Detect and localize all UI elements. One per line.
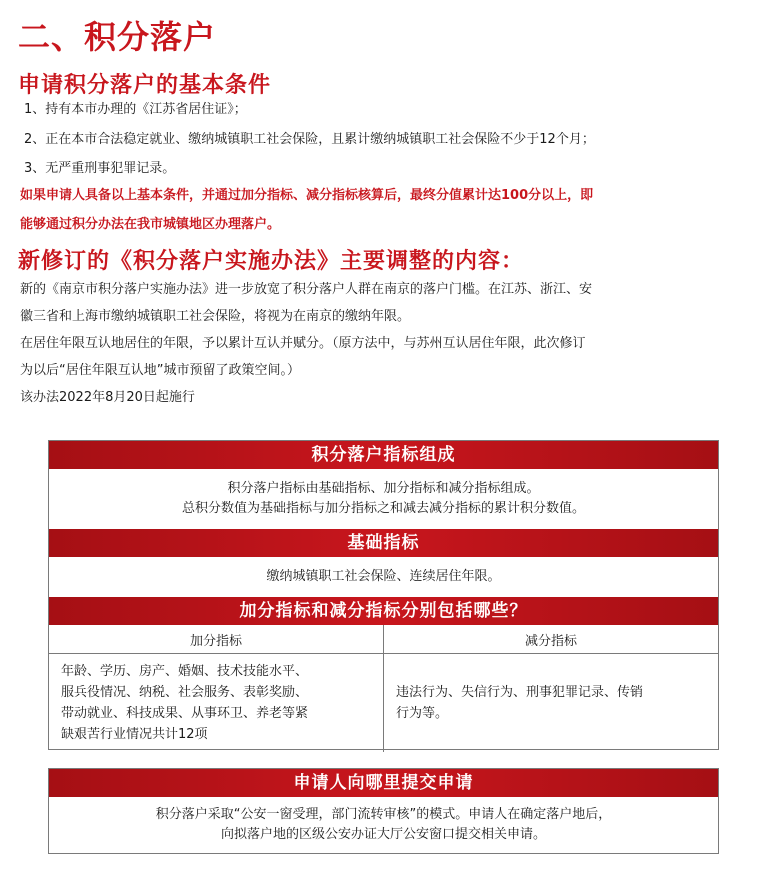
indicator-panel (48, 440, 719, 750)
indicator-composition-body (49, 469, 718, 529)
basic-indicator-text: 缴纳城镇职工社会保险、连续居住年限。 (266, 569, 501, 584)
page-title: 二、积分落户 (18, 18, 217, 56)
add-indicator-line: 缺艰苦行业情况共计12项 (61, 726, 208, 742)
basic-indicator-body (49, 557, 718, 597)
indicator-composition-line-1: 积分落户指标由基础指标、加分指标和减分指标组成。 (227, 481, 540, 496)
application-body (49, 797, 718, 853)
sub-indicator-cell (384, 654, 719, 752)
sub-indicator-line: 违法行为、失信行为、刑事犯罪记录、传销 (396, 684, 644, 700)
add-sub-indicator-header: 加分指标和减分指标分别包括哪些？ (49, 597, 718, 625)
add-indicator-line: 带动就业、科技成果、从事环卫、养老等紧 (61, 705, 309, 721)
sub-indicator-line: 行为等。 (396, 705, 449, 721)
revision-paragraph-2-line-1: 在居住年限互认地居住的年限，予以累计互认并赋分。（原方法中，与苏州互认居住年限，此次修订 (20, 336, 586, 351)
basic-indicator-header: 基础指标 (49, 529, 718, 557)
add-indicator-column-header: 加分指标 (49, 625, 384, 654)
conditions-note-line-1: 如果申请人具备以上基本条件，并通过加分指标、减分指标核算后，最终分值累计达100分以上，即 (20, 188, 594, 203)
condition-item-2: 2、正在本市合法稳定就业、缴纳城镇职工社会保险，且累计缴纳城镇职工社会保险不少于12个月； (24, 132, 595, 147)
application-header: 申请人向哪里提交申请 (49, 769, 718, 797)
indicator-composition-header: 积分落户指标组成 (49, 441, 718, 469)
sub-indicator-column-header: 减分指标 (384, 625, 719, 654)
revision-paragraph-1-line-1: 新的《南京市积分落户实施办法》进一步放宽了积分落户人群在南京的落户门槛。在江苏、浙江、安 (20, 282, 593, 297)
conditions-note-line-2: 能够通过积分办法在我市城镇地区办理落户。 (20, 217, 281, 232)
effective-date: 该办法2022年8月20日起施行 (20, 390, 195, 405)
add-indicator-line: 年龄、学历、房产、婚姻、技术技能水平、 (61, 663, 309, 679)
revision-paragraph-2-line-2: 为以后“居住年限互认地”城市预留了政策空间。） (20, 363, 300, 378)
add-indicator-cell (49, 654, 384, 752)
basic-conditions-heading: 申请积分落户的基本条件 (18, 73, 272, 98)
revision-paragraph-1-line-2: 徽三省和上海市缴纳城镇职工社会保险，将视为在南京的缴纳年限。 (20, 309, 411, 324)
condition-item-3: 3、无严重刑事犯罪记录。 (24, 161, 176, 176)
indicator-composition-line-2: 总积分数值为基础指标与加分指标之和减去减分指标的累计积分数值。 (181, 501, 585, 516)
add-indicator-line: 服兵役情况、纳税、社会服务、表彰奖励、 (61, 684, 309, 700)
add-sub-indicator-table (49, 625, 718, 752)
revision-heading: 新修订的《积分落户实施办法》主要调整的内容： (18, 249, 525, 274)
application-line-2: 向拟落户地的区级公安办证大厅公安窗口提交相关申请。 (220, 827, 546, 842)
condition-item-1: 1、持有本市办理的《江苏省居住证》； (24, 102, 247, 117)
application-panel (48, 768, 719, 854)
application-line-1: 积分落户采取“公安一窗受理，部门流转审核”的模式。申请人在确定落户地后， (155, 807, 612, 822)
